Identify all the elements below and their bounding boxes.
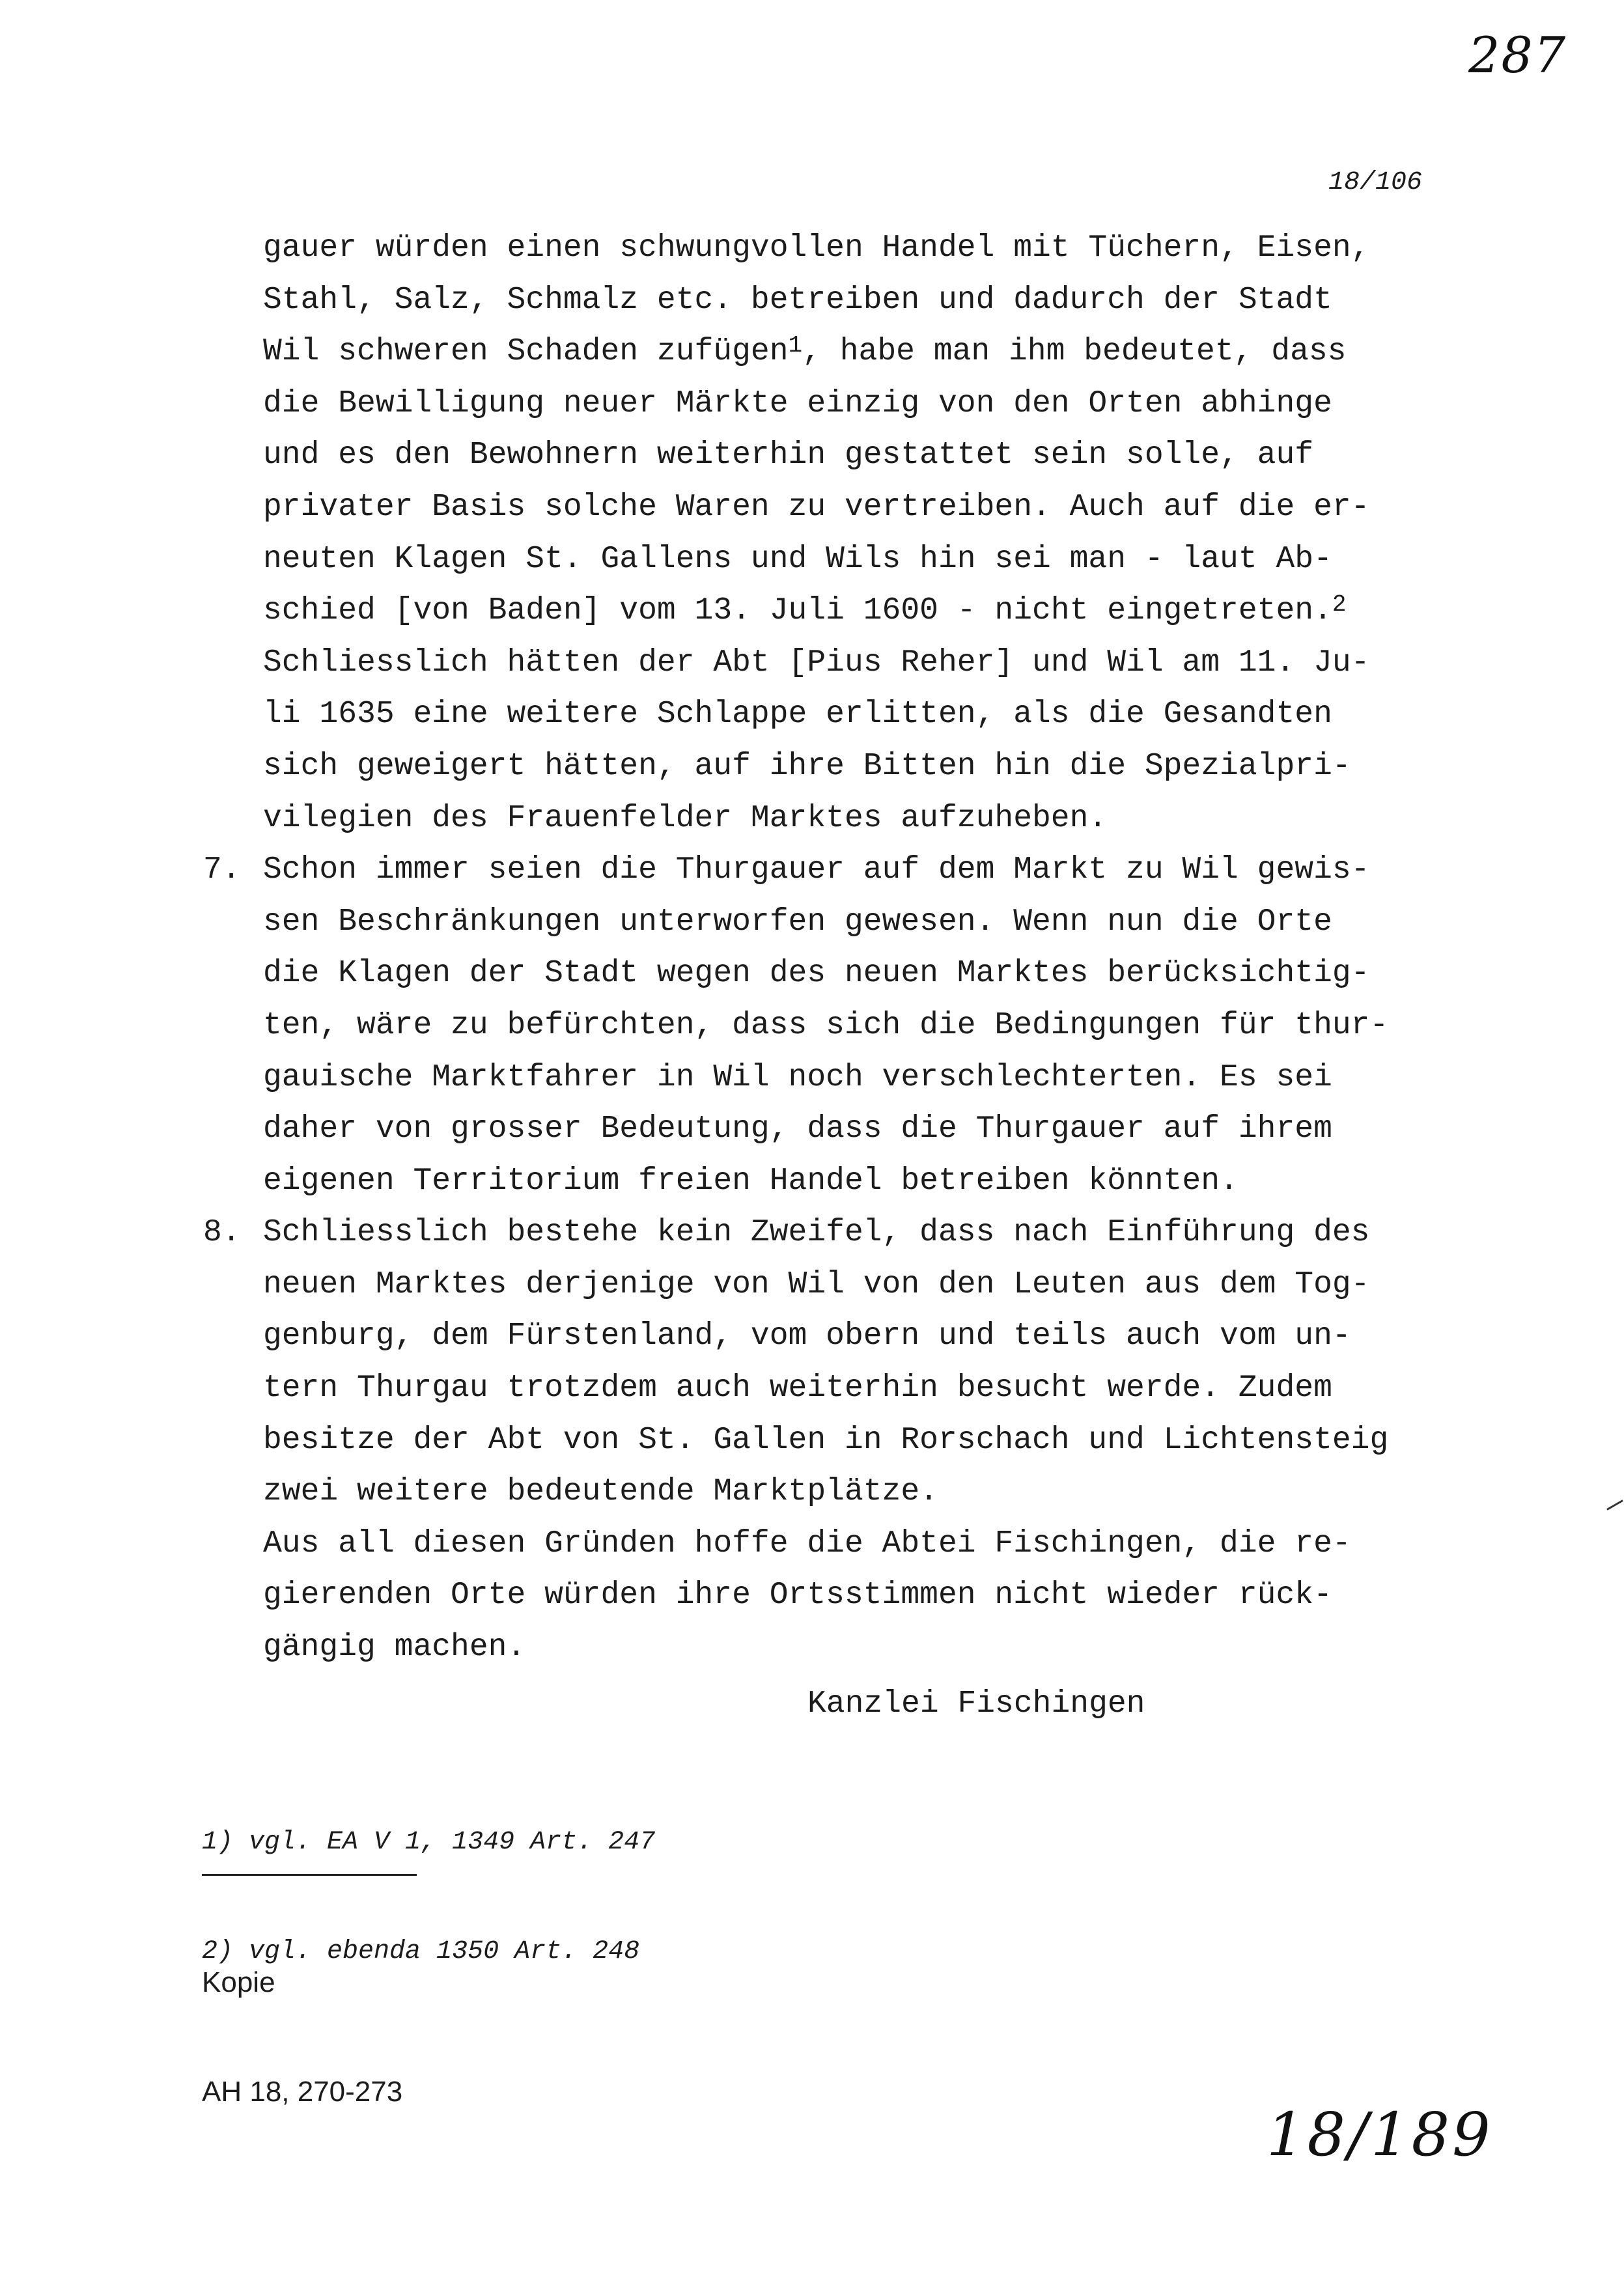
- line-text: genburg, dem Fürstenland, vom obern und teils auch vom un-: [263, 1318, 1351, 1354]
- footnote-divider: [202, 1874, 417, 1876]
- body-line: [263, 275, 1520, 327]
- footnote-2: 2) vgl. ebenda 1350 Art. 248: [202, 1937, 640, 1966]
- line-text: die Klagen der Stadt wegen des neuen Marktes berücksichtig-: [263, 956, 1370, 992]
- line-text: neuten Klagen St. Gallens und Wils hin sei man - laut Ab-: [263, 541, 1332, 577]
- item-number: 8.: [203, 1215, 241, 1251]
- body-line: [263, 534, 1520, 586]
- line-text: privater Basis solche Waren zu vertreiben. Auch auf die er-: [263, 489, 1370, 525]
- line-text: sen Beschränkungen unterworfen gewesen. Wenn nun die Orte: [263, 904, 1332, 940]
- line-text: tern Thurgau trotzdem auch weiterhin besucht werde. Zudem: [263, 1371, 1332, 1406]
- body-line: [263, 1570, 1520, 1622]
- source-type: Kopie: [202, 1966, 275, 1998]
- line-text: und es den Bewohnern weiterhin gestattet sein solle, auf: [263, 438, 1314, 473]
- line-text: Wil schweren Schaden zufügen: [263, 334, 789, 370]
- body-line: [263, 1622, 1520, 1674]
- line-text: vilegien des Frauenfelder Marktes aufzuheben.: [263, 800, 1108, 836]
- body-line: [263, 585, 1520, 637]
- body-line: [263, 326, 1520, 378]
- source-archive-ref: AH 18, 270-273: [202, 2076, 403, 2108]
- line-text: sich geweigert hätten, auf ihre Bitten hin die Spezialpri-: [263, 748, 1351, 784]
- body-line: [203, 1207, 1520, 1259]
- body-line: [263, 637, 1520, 690]
- source-reference: [202, 1891, 402, 2183]
- margin-mark: [1606, 1500, 1623, 1511]
- footnote-1: 1) vgl. EA V 1, 1349 Art. 247: [202, 1828, 656, 1857]
- line-text: gauer würden einen schwungvollen Handel mit Tüchern, Eisen,: [263, 230, 1370, 266]
- body-line: [263, 689, 1520, 741]
- line-text: Aus all diesen Gründen hoffe die Abtei Fischingen, die re-: [263, 1526, 1351, 1561]
- document-body: [203, 223, 1520, 1674]
- signature-line: Kanzlei Fischingen: [807, 1686, 1145, 1722]
- line-text: ten, wäre zu befürchten, dass sich die Bedingungen für thur-: [263, 1007, 1389, 1043]
- body-line: [263, 1415, 1520, 1467]
- line-text: eigenen Territorium freien Handel betreiben könnten.: [263, 1163, 1239, 1199]
- footnote-marker: 2: [1332, 591, 1347, 619]
- handwritten-archive-number: 18/189: [1267, 2100, 1493, 2169]
- body-line: [263, 430, 1520, 482]
- body-line: [203, 844, 1520, 897]
- body-line: [263, 741, 1520, 793]
- body-line: [263, 223, 1520, 275]
- line-text: , habe man ihm bedeutet, dass: [802, 334, 1347, 370]
- body-line: [263, 793, 1520, 845]
- body-line: [263, 1052, 1520, 1104]
- line-text: besitze der Abt von St. Gallen in Rorschach und Lichtensteig: [263, 1422, 1389, 1458]
- line-text: li 1635 eine weitere Schlappe erlitten, als die Gesandten: [263, 697, 1332, 732]
- line-text: gängig machen.: [263, 1630, 526, 1666]
- body-line: [263, 897, 1520, 949]
- body-line: [263, 1259, 1520, 1311]
- body-line: [263, 1363, 1520, 1415]
- line-text: die Bewilligung neuer Märkte einzig von den Orten abhinge: [263, 385, 1332, 421]
- line-text: gierenden Orte würden ihre Ortsstimmen nicht wieder rück-: [263, 1578, 1332, 1613]
- line-text: neuen Marktes derjenige von Wil von den Leuten aus dem Tog-: [263, 1266, 1370, 1302]
- line-text: Stahl, Salz, Schmalz etc. betreiben und dadurch der Stadt: [263, 282, 1332, 318]
- line-text: daher von grosser Bedeutung, dass die Thurgauer auf ihrem: [263, 1111, 1332, 1147]
- page-reference: 18/106: [1328, 168, 1423, 197]
- body-line: [263, 1466, 1520, 1518]
- line-text: Schon immer seien die Thurgauer auf dem Markt zu Wil gewis-: [263, 852, 1370, 888]
- body-line: [263, 948, 1520, 1000]
- line-text: Schliesslich bestehe kein Zweifel, dass nach Einführung des: [263, 1215, 1370, 1251]
- handwritten-folio-number: 287: [1468, 26, 1567, 84]
- body-line: [263, 1518, 1520, 1570]
- body-line: [263, 1156, 1520, 1208]
- body-line: [263, 378, 1520, 430]
- body-line: [263, 1311, 1520, 1363]
- line-text: schied [von Baden] vom 13. Juli 1600 - nicht eingetreten.: [263, 593, 1332, 629]
- item-number: 7.: [203, 852, 241, 888]
- body-line: [263, 1104, 1520, 1156]
- body-line: [263, 482, 1520, 534]
- body-line: [263, 1000, 1520, 1052]
- line-text: Schliesslich hätten der Abt [Pius Reher] und Wil am 11. Ju-: [263, 645, 1370, 680]
- footnote-marker: 1: [788, 332, 803, 359]
- line-text: zwei weitere bedeutende Marktplätze.: [263, 1474, 938, 1510]
- line-text: gauische Marktfahrer in Wil noch verschlechterten. Es sei: [263, 1059, 1332, 1095]
